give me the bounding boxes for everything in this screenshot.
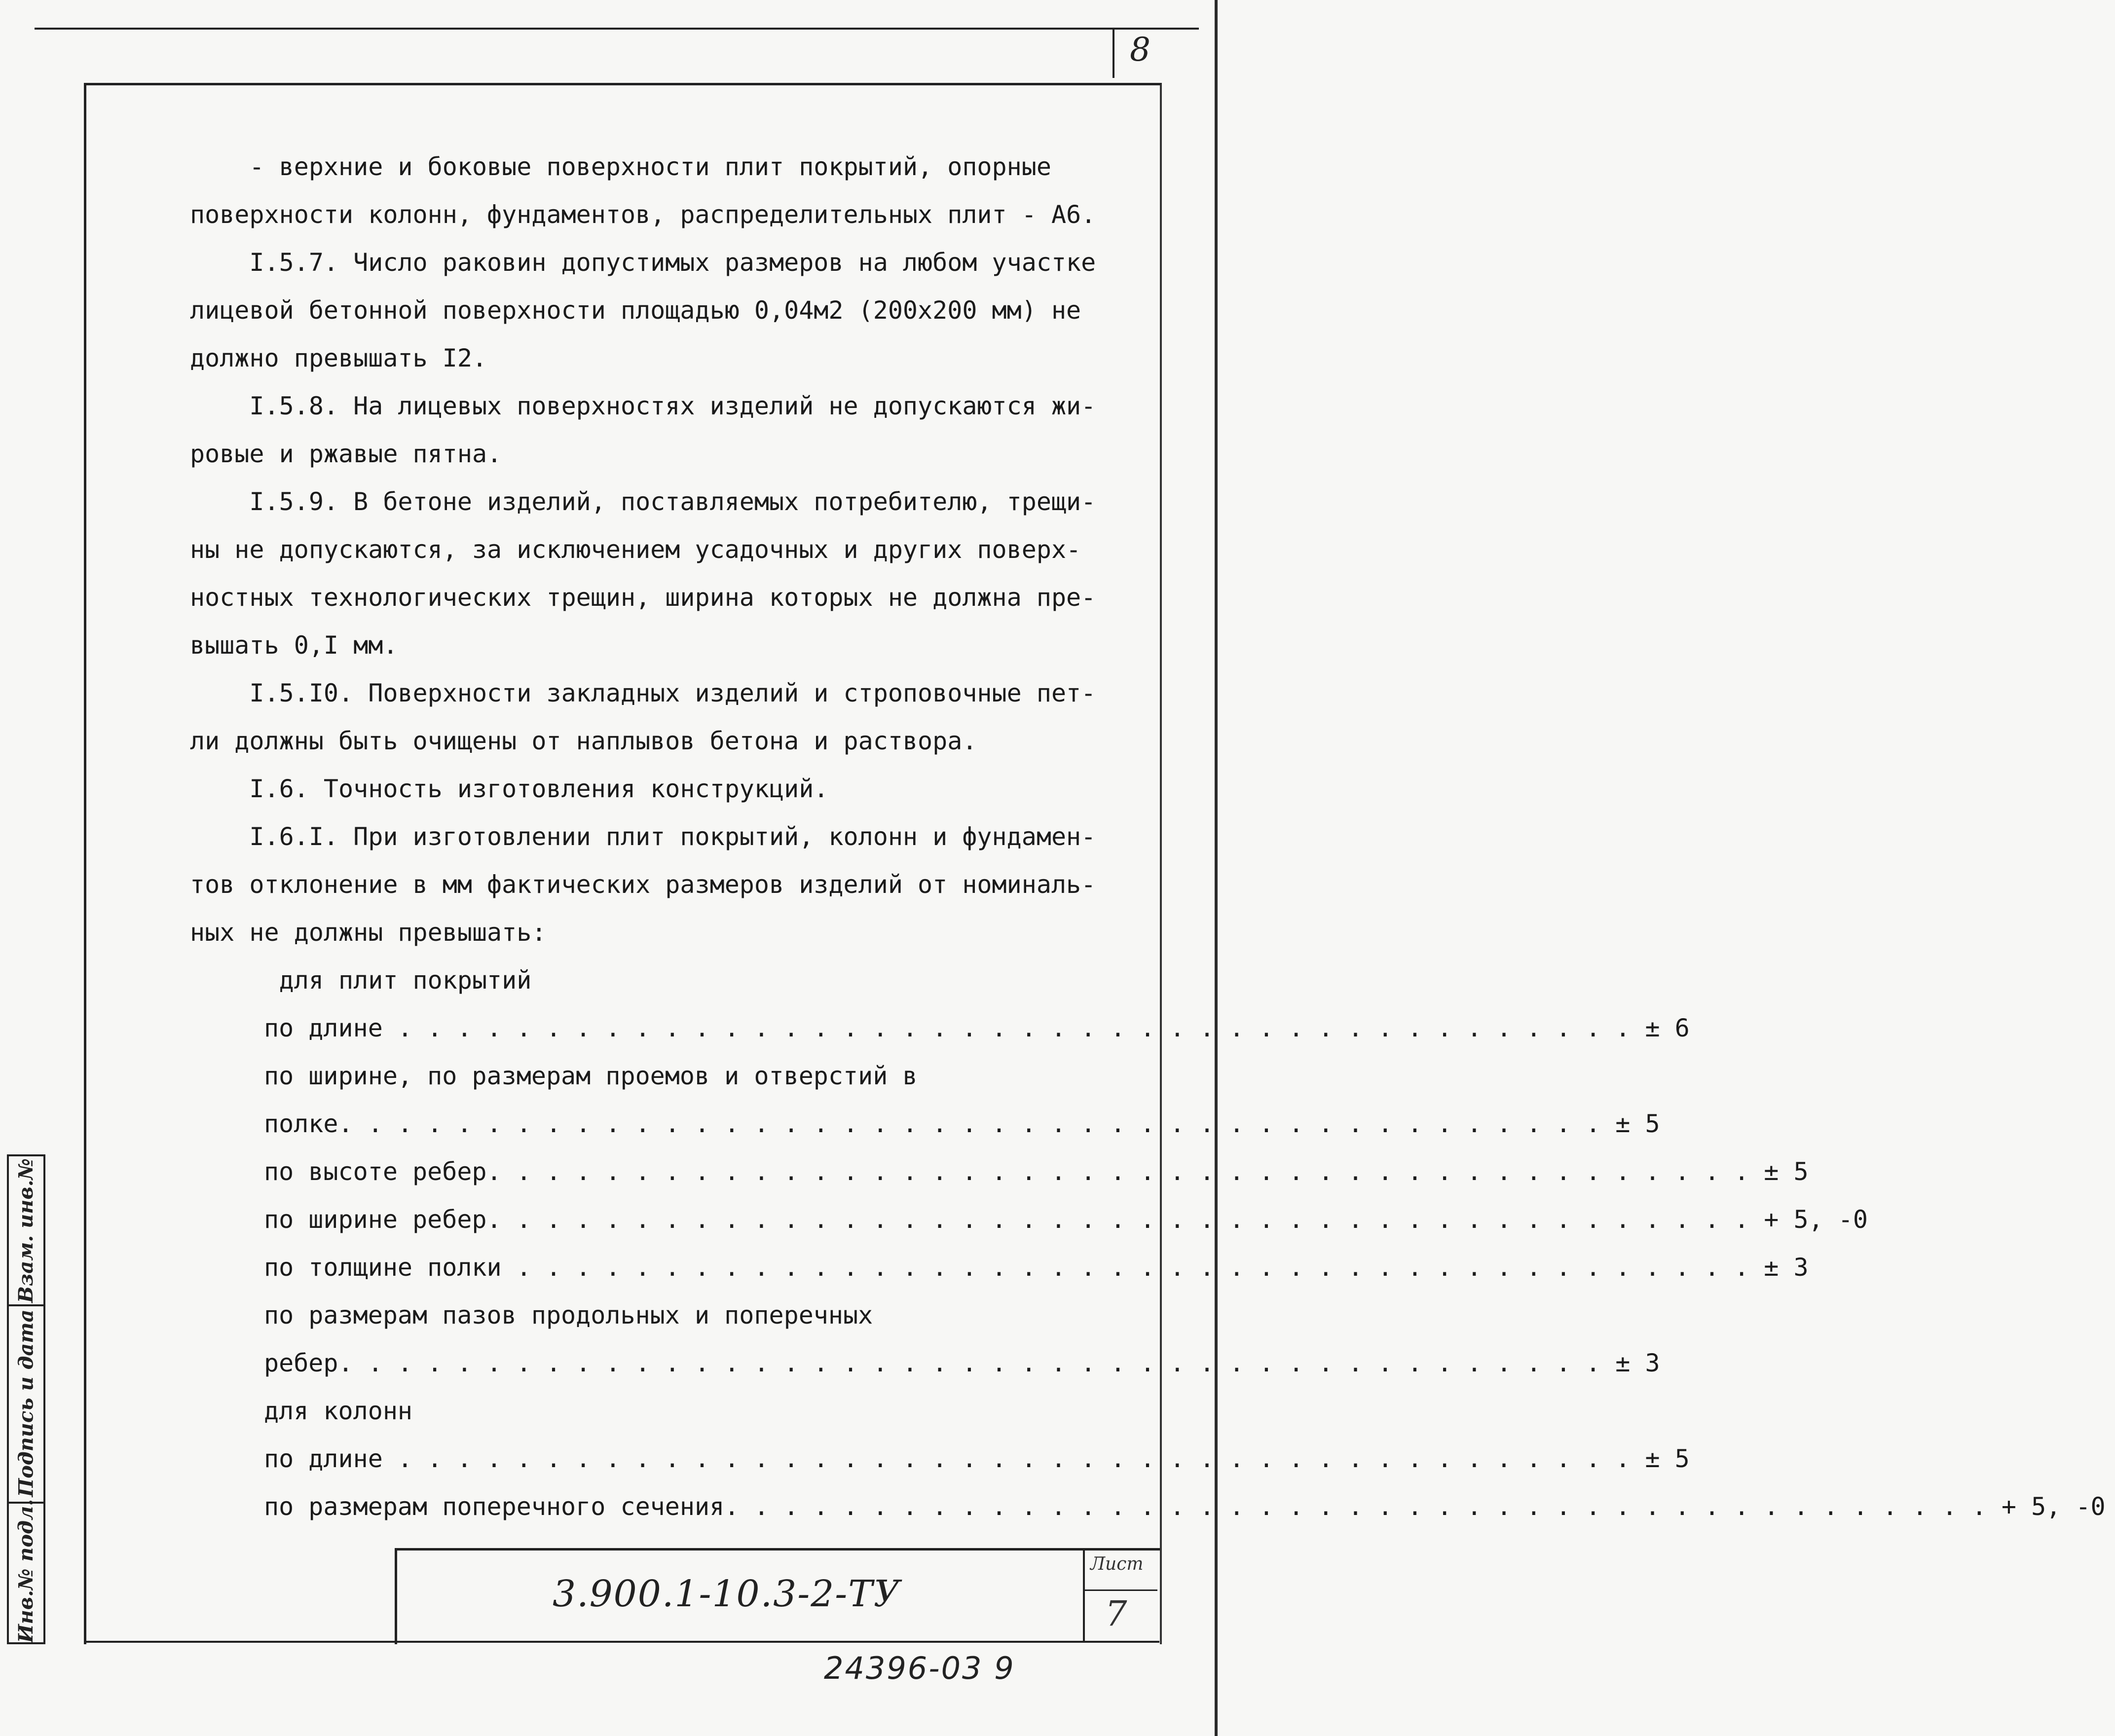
text-line: ных не должны превышать: — [190, 918, 547, 947]
text-line: лицевой бетонной поверхности площадью 0,04м2 (200х200 мм) не — [190, 296, 1081, 325]
tolerance-value: ± 5 — [1615, 1109, 1660, 1138]
bottom-rule — [84, 1641, 1159, 1643]
sheet-label: Лист — [1090, 1554, 1144, 1574]
stamp-replaces-inv: Взам. инв.№ — [14, 1158, 38, 1303]
title-block-divider — [1083, 1589, 1157, 1591]
tolerance-value: ± 5 — [1764, 1157, 1809, 1186]
text-line: ли должны быть очищены от наплывов бетона и раствора. — [190, 727, 977, 755]
dot-leader: . . . . . . . . . . . . . . . . . . . . . . . . . . . . . . . . . . . . . . . . . . — [382, 1014, 1631, 1042]
text-line: - верхние и боковые поверхности плит покрытий, опорные — [190, 152, 1051, 181]
dot-leader: . . . . . . . . . . . . . . . . . . . . . . . . . . . . . . . . . . . . . . . . . . — [353, 1109, 1601, 1138]
sheet-number: 7 — [1105, 1593, 1127, 1634]
tolerance-label: по высоте ребер. — [264, 1157, 502, 1186]
tolerance-value: ± 5 — [1645, 1444, 1690, 1473]
text-line: ровые и ржавые пятна. — [190, 440, 502, 468]
tolerance-value: ± 3 — [1615, 1349, 1660, 1377]
columns-tolerance-list — [190, 1435, 2106, 1531]
tolerance-row — [190, 1292, 1137, 1339]
top-rule — [35, 28, 1199, 30]
text-line: I.5.I0. Поверхности закладных изделий и строповочные пет- — [190, 679, 1096, 707]
dot-leader: . . . . . . . . . . . . . . . . . . . . . . . . . . . . . . . . . . . . . . . . . . — [353, 1349, 1601, 1377]
tolerance-label: по размерам пазов продольных и поперечных — [264, 1301, 873, 1330]
tolerance-row — [190, 1483, 2106, 1531]
tolerance-row — [190, 1196, 1868, 1244]
inventory-number: 24396-03 9 — [824, 1650, 1015, 1686]
stamp-signature-date: Подпись и дата — [14, 1309, 38, 1497]
tolerance-row — [190, 1339, 1660, 1387]
tolerance-value: + 5, -0 — [2001, 1492, 2106, 1521]
tolerance-label: по толщине полки — [264, 1253, 502, 1282]
text-line: I.5.9. В бетоне изделий, поставляемых потребителю, трещи- — [190, 487, 1096, 516]
tolerance-label: ребер. — [264, 1349, 353, 1377]
text-line: I.5.8. На лицевых поверхностях изделий не допускаются жи- — [190, 392, 1096, 420]
text-line: ны не допускаются, за исключением усадочных и других поверх- — [190, 535, 1081, 564]
tolerance-row — [190, 1052, 1137, 1100]
margin-stamp — [7, 1154, 45, 1644]
text-line: I.6. Точность изготовления конструкций. — [190, 775, 829, 803]
dot-leader: . . . . . . . . . . . . . . . . . . . . . . . . . . . . . . . . . . . . . . . . . . — [501, 1253, 1749, 1282]
stamp-inv-no: Инв.№ подл. — [14, 1499, 38, 1643]
tolerance-value: ± 6 — [1645, 1014, 1690, 1042]
plates-tolerance-list — [190, 1004, 1868, 1387]
tolerance-row — [190, 1435, 1690, 1483]
tolerance-label: по ширине, по размерам проемов и отверстий в — [264, 1062, 918, 1090]
tolerance-label: полке. — [264, 1109, 353, 1138]
stamp-cell-signature — [9, 1304, 43, 1502]
text-line: для плит покрытий — [190, 966, 532, 995]
columns-heading: для колонн — [264, 1397, 413, 1425]
dot-leader: . . . . . . . . . . . . . . . . . . . . . . . . . . . . . . . . . . . . . . . . . . — [501, 1205, 1749, 1234]
text-line: вышать 0,I мм. — [190, 631, 398, 660]
tolerance-label: по длине — [264, 1014, 383, 1042]
text-line: тов отклонение в мм фактических размеров изделий от номиналь- — [190, 870, 1096, 899]
page-number-box — [1113, 29, 1198, 78]
text-line: I.5.7. Число раковин допустимых размеров на любом участке — [190, 248, 1096, 277]
tolerance-label: по ширине ребер. — [264, 1205, 502, 1234]
tolerance-row — [190, 1004, 1690, 1052]
tolerance-value: + 5, -0 — [1764, 1205, 1868, 1234]
body-text — [190, 143, 2106, 1531]
text-line: I.6.I. При изготовлении плит покрытий, колонн и фундамен- — [190, 822, 1096, 851]
tolerance-label: по длине — [264, 1444, 383, 1473]
document-code: 3.900.1-10.3-2-ТУ — [553, 1573, 901, 1615]
tolerance-value: ± 3 — [1764, 1253, 1809, 1282]
tolerance-row — [190, 1244, 1809, 1292]
tolerance-label: по размерам поперечного сечения. — [264, 1492, 740, 1521]
text-line: ностных технологических трещин, ширина которых не должна пре- — [190, 583, 1096, 612]
text-line: должно превышать I2. — [190, 344, 487, 372]
dot-leader: . . . . . . . . . . . . . . . . . . . . . . . . . . . . . . . . . . . . . . . . . . — [382, 1444, 1631, 1473]
stamp-cell-inv — [9, 1499, 43, 1643]
page-number: 8 — [1130, 31, 1150, 69]
dot-leader: . . . . . . . . . . . . . . . . . . . . . . . . . . . . . . . . . . . . . . . . . . — [739, 1492, 1987, 1521]
text-line: поверхности колонн, фундаментов, распределительных плит - А6. — [190, 200, 1096, 229]
stamp-cell-replaces — [9, 1156, 43, 1304]
tolerance-row — [190, 1148, 1809, 1196]
dot-leader: . . . . . . . . . . . . . . . . . . . . . . . . . . . . . . . . . . . . . . . . . . — [501, 1157, 1749, 1186]
tolerance-row — [190, 1100, 1660, 1148]
